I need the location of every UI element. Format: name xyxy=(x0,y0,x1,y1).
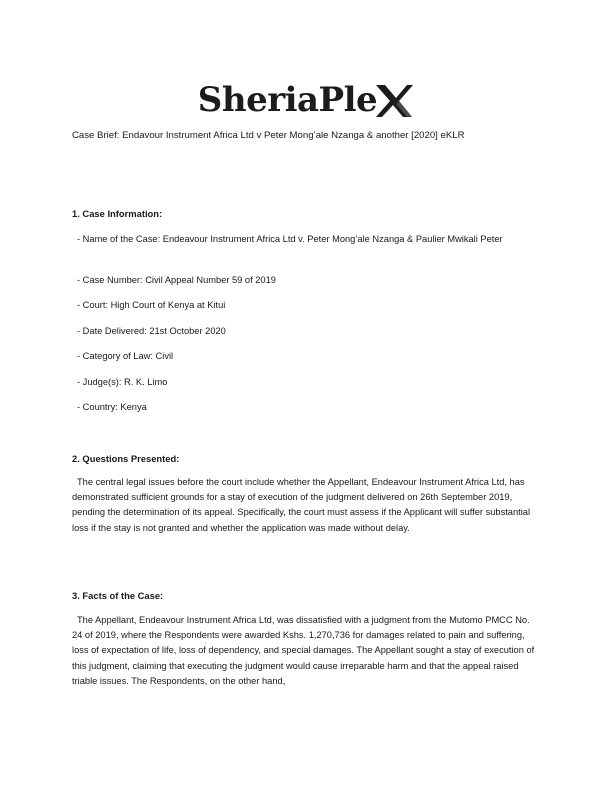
info-category-of-law: - Category of Law: Civil xyxy=(77,351,174,361)
questions-presented-paragraph: The central legal issues before the court include whether the Appellant, Endeavour Instrument Africa Ltd, has demonstrated sufficient grounds for a stay of execution of the judgment delivered on 26th September 2019, pending the determination of its appeal. Specifically, the court must assess if the Applicant will suffer substantial loss if the stay is not granted and whether the application was made without delay. xyxy=(72,477,531,533)
info-country: - Country: Kenya xyxy=(77,402,147,412)
section-heading-case-information: 1. Case Information: xyxy=(72,208,163,219)
info-date-delivered: - Date Delivered: 21st October 2020 xyxy=(77,326,226,336)
logo-text: SheriaPle xyxy=(197,80,378,120)
sheriaplex-logo xyxy=(0,80,612,120)
logo-wrap xyxy=(198,80,414,120)
section-heading-facts: 3. Facts of the Case: xyxy=(72,590,164,601)
x-mark-icon xyxy=(374,83,414,119)
case-brief-title: Case Brief: Endavour Instrument Africa Ltd v Peter Mong’ale Nzanga & another [2020] eKLR xyxy=(72,130,465,141)
facts-paragraph: The Appellant, Endeavour Instrument Africa Ltd, was dissatisfied with a judgment from the Mutomo PMCC No. 24 of 2019, where the Respondents were awarded Kshs. 1,270,736 for damages related to pain and suffering, loss of expectation of life, loss of dependency, and special damages. The Appellant sought a stay of execution of this judgment, claiming that executing the judgment would cause irreparable harm and that the appeal raised triable issues. The Respondents, on the other hand, xyxy=(72,615,535,686)
info-court: - Court: High Court of Kenya at Kitui xyxy=(77,300,226,310)
section-heading-questions-presented: 2. Questions Presented: xyxy=(72,453,180,464)
info-judges: - Judge(s): R. K. Limo xyxy=(77,377,168,387)
info-case-number: - Case Number: Civil Appeal Number 59 of 2019 xyxy=(77,275,276,285)
info-case-name: - Name of the Case: Endeavour Instrument Africa Ltd v. Peter Mong’ale Nzanga & Paulier Mwikali Peter xyxy=(77,234,503,244)
